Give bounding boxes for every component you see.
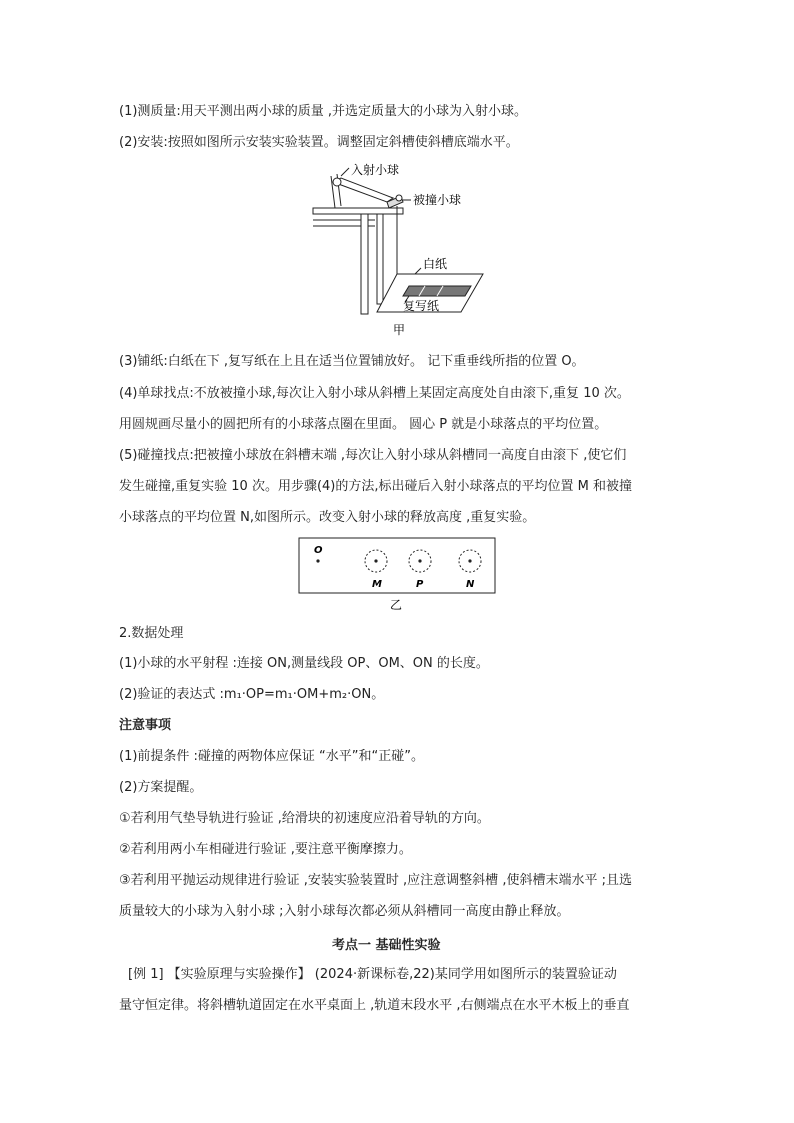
example-1-line1: [例 1] 【实验原理与实验操作】 (2024·新课标卷,22)某同学用如图所示的装置验证动 <box>128 967 617 982</box>
note-precondition: (1)前提条件 :碰撞的两物体应保证 “水平”和“正碰”。 <box>119 749 424 764</box>
example-1-line2: 量守恒定律。将斜槽轨道固定在水平桌面上 ,轨道末段水平 ,右侧端点在水平木板上的垂直 <box>119 998 630 1013</box>
label-incident-ball: 入射小球 <box>351 163 400 177</box>
step-collision-cont1: 发生碰撞,重复实验 10 次。用步骤(4)的方法,标出碰后入射小球落点的平均位置 M 和被撞 <box>119 479 632 494</box>
step-single-ball-cont: 用圆规画尽量小的圆把所有的小球落点圈在里面。 圆心 P 就是小球落点的平均位置。 <box>119 417 608 432</box>
point-m <box>374 559 377 562</box>
step-single-ball: (4)单球找点:不放被撞小球,每次让入射小球从斜槽上某固定高度处自由滚下,重复 10 次。 <box>119 386 630 401</box>
label-m: M <box>372 579 382 590</box>
figure2-caption: 乙 <box>390 598 403 612</box>
label-o: O <box>314 545 323 556</box>
note-plan: (2)方案提醒。 <box>119 780 203 795</box>
apparatus-figure <box>305 162 505 337</box>
label-p: P <box>416 579 424 590</box>
data-formula: (2)验证的表达式 :m₁·OP=m₁·OM+m₂·ON。 <box>119 687 385 702</box>
point-o <box>316 559 319 562</box>
section-data-processing: 2.数据处理 <box>119 626 184 641</box>
note-projectile-cont: 质量较大的小球为入射小球 ;入射小球每次都必须从斜槽同一高度由静止释放。 <box>119 904 570 919</box>
data-range: (1)小球的水平射程 :连接 ON,测量线段 OP、OM、ON 的长度。 <box>119 656 489 671</box>
note-air-track: ①若利用气垫导轨进行验证 ,给滑块的初速度应沿着导轨的方向。 <box>119 811 490 826</box>
label-n: N <box>466 579 475 590</box>
note-projectile: ③若利用平抛运动规律进行验证 ,安装实验装置时 ,应注意调整斜槽 ,使斜槽末端水平 ;且选 <box>119 873 632 888</box>
point-n <box>468 559 471 562</box>
label-white-paper: 白纸 <box>423 257 448 271</box>
note-two-carts: ②若利用两小车相碰进行验证 ,要注意平衡摩擦力。 <box>119 842 412 857</box>
point-p <box>418 559 421 562</box>
section-heading-basic: 考点一 基础性实验 <box>332 938 441 953</box>
incident-ball <box>333 178 341 186</box>
step-lay-paper: (3)铺纸:白纸在下 ,复写纸在上且在适当位置铺放好。 记下重垂线所指的位置 O。 <box>119 354 585 369</box>
step-measure-mass: (1)测质量:用天平测出两小球的质量 ,并选定质量大的小球为入射小球。 <box>119 104 528 119</box>
landing-points-figure <box>298 537 498 617</box>
label-carbon-paper: 复写纸 <box>403 299 440 313</box>
step-collision-cont2: 小球落点的平均位置 N,如图所示。改变入射小球的释放高度 ,重复实验。 <box>119 510 536 525</box>
step-collision: (5)碰撞找点:把被撞小球放在斜槽末端 ,每次让入射小球从斜槽同一高度自由滚下 ,使它们 <box>119 448 627 463</box>
label-target-ball: 被撞小球 <box>413 193 462 207</box>
figure1-caption: 甲 <box>393 323 406 337</box>
section-notes: 注意事项 <box>119 718 172 733</box>
step-install: (2)安装:按照如图所示安装实验装置。调整固定斜槽使斜槽底端水平。 <box>119 135 519 150</box>
target-ball <box>396 195 402 201</box>
